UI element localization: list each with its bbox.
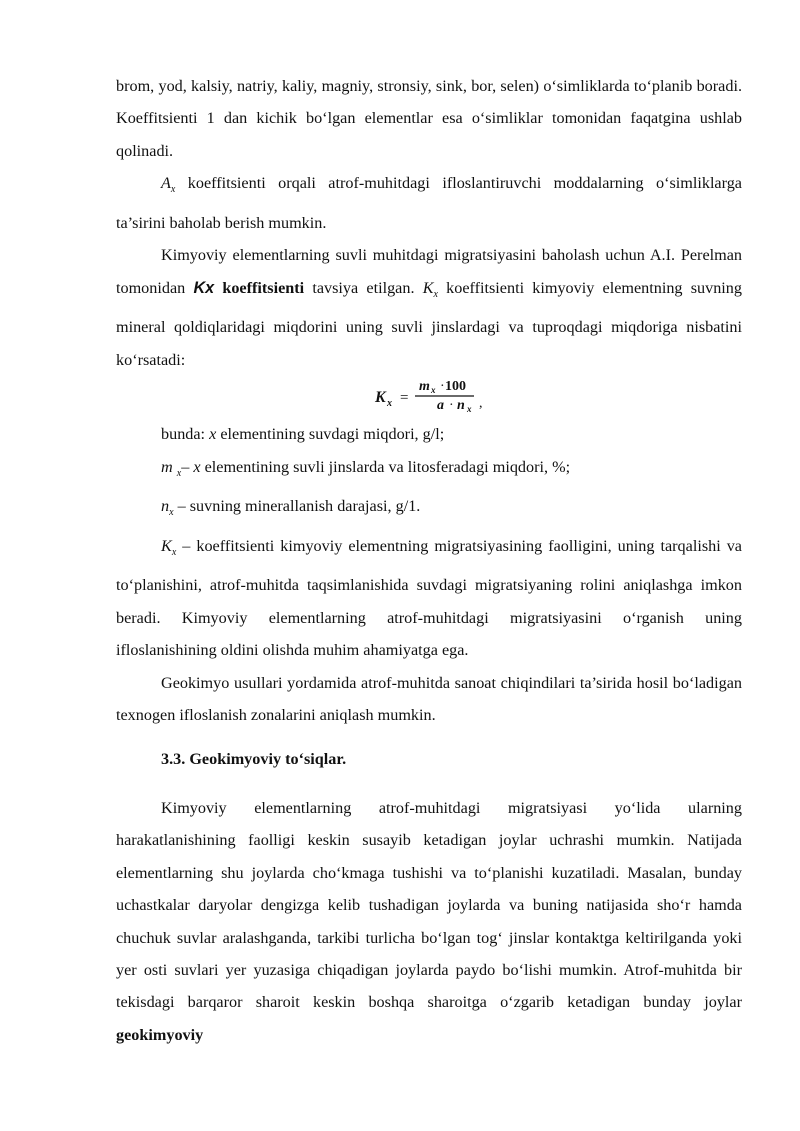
definition-nx-text: – suvning minerallanish darajasi, g/1. xyxy=(173,497,421,516)
definition-mx-sub: x xyxy=(176,467,182,479)
document-page xyxy=(116,70,742,1051)
kx-role-subscript: x xyxy=(171,547,177,559)
definition-nx-var: n xyxy=(161,497,170,516)
definition-x-var: x xyxy=(209,425,217,444)
formula-den-n: n xyxy=(457,398,465,414)
geokimyoviy-bold: geokimyoviy xyxy=(116,1025,204,1044)
kx-role-symbol: K xyxy=(161,536,172,555)
paragraph-perelman-text-c: koeffitsienti kimyoviy elementning suvning mineral qoldiqlaridagi miqdorini uning suvli jinslardagi va tuproqdagi miqdoriga nisbatini ko‘rsatadi: xyxy=(116,278,742,369)
formula-den-sub: x xyxy=(467,404,472,415)
paragraph-barriers xyxy=(116,792,742,1051)
definition-x-prefix: bunda: xyxy=(161,425,210,444)
formula-den-dot: · xyxy=(449,398,454,414)
paragraph-intro-text: brom, yod, kalsiy, natriy, kaliy, magniy, stronsiy, sink, bor, selen) o‘simliklarda to‘planib boradi. Koeffitsienti 1 dan kichik bo‘lgan elementlar esa o‘simliklar tomonidan faqatgina ushlab qolinadi. xyxy=(116,77,742,160)
paragraph-intro xyxy=(116,70,742,167)
formula-lhs-sub: x xyxy=(387,398,392,410)
kx-italic-subscript: x xyxy=(433,288,438,300)
definition-mx xyxy=(116,451,742,491)
paragraph-ax-text: koeffitsienti orqali atrof-muhitdagi ifloslantiruvchi moddalarning o‘simliklarga ta’sirini baholab berish mumkin. xyxy=(116,174,742,232)
paragraph-geochem-methods-text: Geokimyo usullari yordamida atrof-muhitda sanoat chiqindilari ta’sirida hosil bo‘ladigan texnogen ifloslanish zonalarini aniqlash mumkin. xyxy=(116,673,742,725)
ax-subscript: x xyxy=(170,184,176,196)
formula-num-dot: · xyxy=(440,379,445,395)
paragraph-perelman-text-b: tavsiya etilgan. xyxy=(304,278,423,297)
paragraph-perelman-text-a: Kimyoviy elementlarning suvli muhitdagi migratsiyasini baholash uchun A.I. Perelman tomonidan xyxy=(116,246,742,297)
section-heading: 3.3. Geokimyoviy to‘siqlar. xyxy=(161,750,347,769)
formula-lhs: K xyxy=(375,389,386,407)
definition-nx xyxy=(116,490,742,530)
definition-x-text: elementining suvdagi miqdori, g/l; xyxy=(216,425,445,444)
formula-num-sub: x xyxy=(431,385,436,396)
formula-equals: = xyxy=(400,390,409,407)
kx-formula xyxy=(116,376,742,418)
definition-x xyxy=(116,418,742,450)
formula-comma: , xyxy=(479,396,483,412)
koeffitsienti-bold: koeffitsienti xyxy=(214,278,305,297)
definition-mx-text: elementining suvli jinslarda va litosferadagi miqdori, %; xyxy=(200,457,571,476)
formula-num-value: 100 xyxy=(445,379,466,395)
paragraph-barriers-text: Kimyoviy elementlarning atrof-muhitdagi migratsiyasi yo‘lida ularning harakatlanishining faolligi keskin susayib ketadigan joylar uchrashi mumkin. Natijada elementlarning shu joylarda cho‘kmaga tushishi va to‘planishi kuzatiladi. Masalan, bunday uchastkalar daryolar dengizga kelib tushadigan joylarda va buning natijasida sho‘r hamda chuchuk suvlar aralashganda, tarkibi turlicha bo‘lgan tog‘ jinslar kontaktga keltirilganda yoki yer osti suvlari yer yuzasiga chiqadigan joylarda paydo bo‘lishi mumkin. Atrof-muhitda bir tekisdagi barqaror sharoit keskin boshqa sharoitga o‘zgarib ketadigan bunday joylar xyxy=(116,798,742,1012)
paragraph-kx-role-text: – koeffitsienti kimyoviy elementning migratsiyasining faolligini, uning tarqalishi va to‘planishini, atrof-muhitda taqsimlanishida suvdagi migratsiyaning rolini aniqlashga imkon beradi. Kimyoviy elementlarning atrof-muhitdagi migratsiyasini o‘rganish uning ifloslanishining oldini olishda muhim ahamiyatga ega. xyxy=(116,536,742,660)
paragraph-ax-coefficient xyxy=(116,167,742,239)
definition-mx-var2: x xyxy=(193,457,201,476)
paragraph-geochem-methods xyxy=(116,667,742,732)
definition-nx-sub: x xyxy=(169,507,174,519)
kx-italic-symbol: K xyxy=(422,278,434,297)
formula-den-a: a xyxy=(437,398,444,414)
paragraph-perelman xyxy=(116,239,742,376)
kx-formula-svg xyxy=(371,376,501,418)
paragraph-kx-role xyxy=(116,530,742,667)
kx-symbol: Kx xyxy=(193,278,215,297)
definition-mx-var: m xyxy=(161,457,173,476)
ax-symbol: A xyxy=(161,174,171,193)
formula-num-m: m xyxy=(419,379,430,395)
definition-mx-dash: – xyxy=(181,457,194,476)
